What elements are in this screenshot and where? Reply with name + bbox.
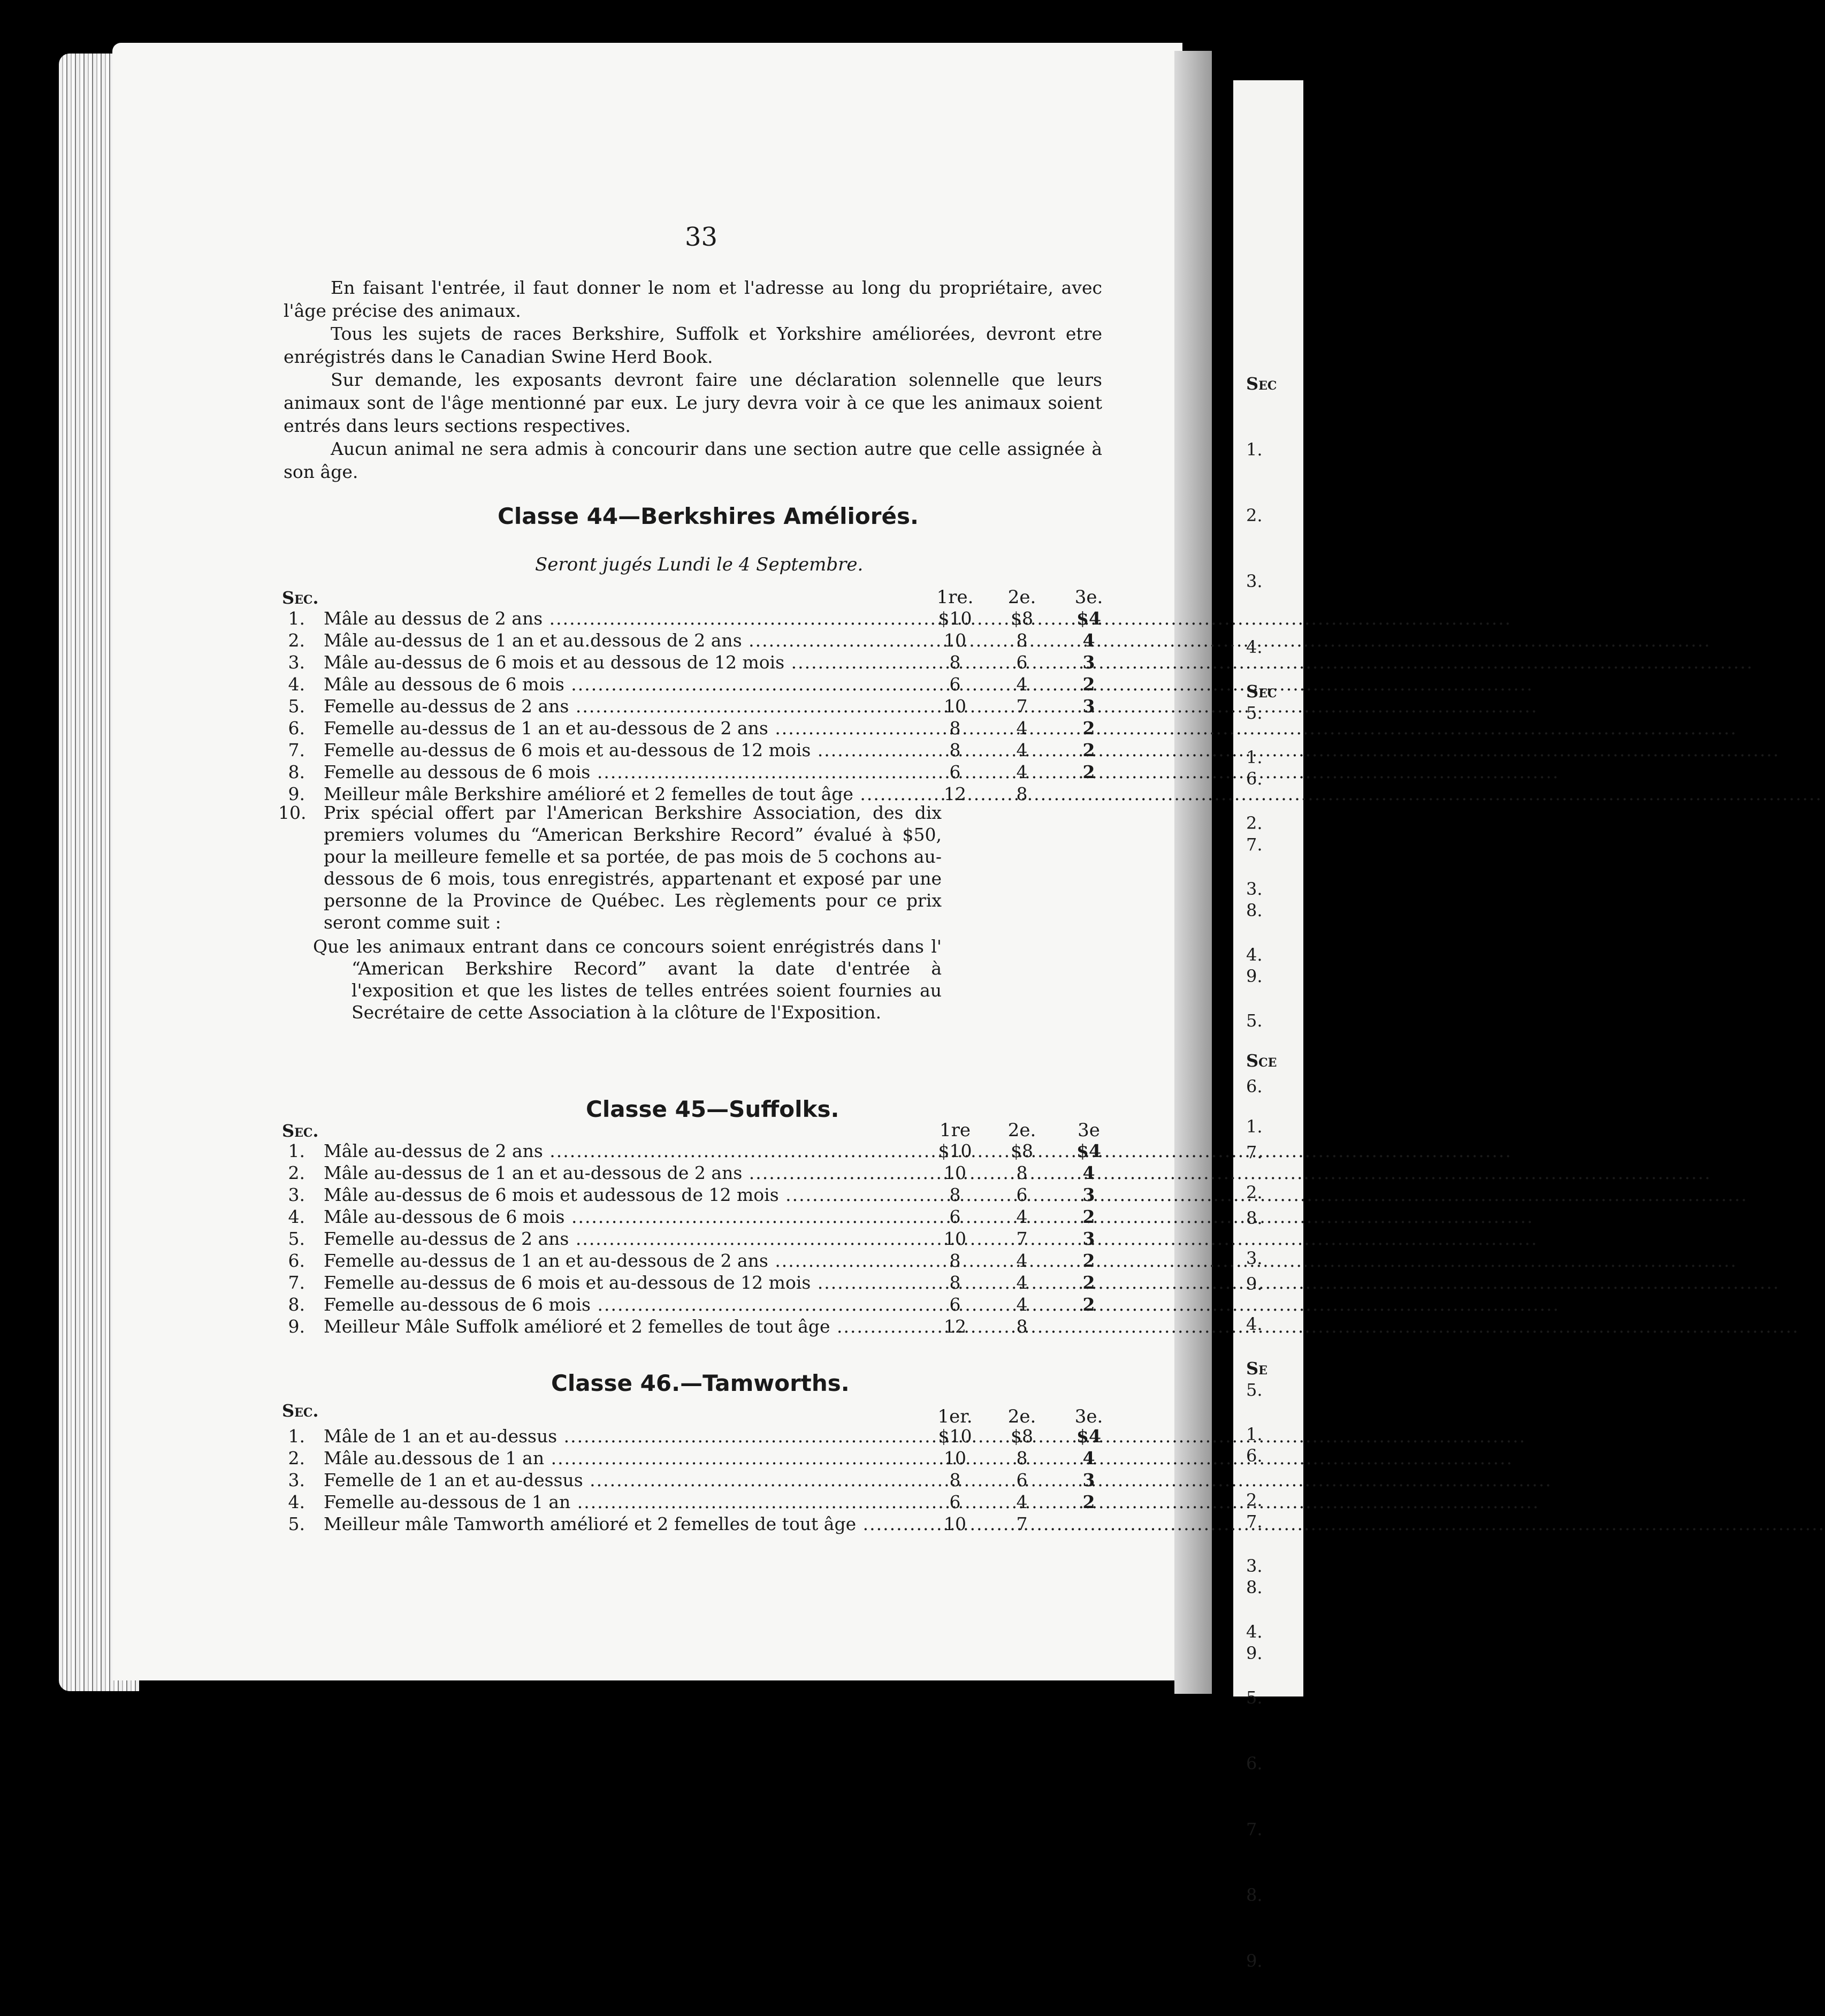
third-prize: 3 — [1082, 696, 1095, 717]
section-label: Femelle au dessous de 6 mois ..... — [324, 762, 952, 782]
section-number: 6. — [288, 1250, 305, 1271]
next-page-item: 9. — [1246, 1274, 1263, 1294]
third-prize: 2 — [1082, 674, 1095, 695]
next-page-item: 7. — [1246, 1142, 1263, 1162]
second-prize: 8 — [1016, 1162, 1028, 1183]
next-page-item: 6. — [1246, 1446, 1263, 1466]
second-prize: 7 — [1016, 1513, 1028, 1534]
second-prize: 4 — [1016, 718, 1028, 739]
next-page-item: 9. — [1246, 1643, 1263, 1663]
second-prize: 8 — [1016, 783, 1028, 804]
section-number: 9. — [288, 1316, 305, 1337]
special-prize-entry — [278, 802, 942, 1023]
next-page-item: 3. — [1246, 879, 1263, 899]
prize-row — [278, 630, 1113, 652]
third-prize: 2 — [1082, 1294, 1095, 1315]
section-label: Mâle au-dessus de 1 an et au-dessous de 2 ans ..... — [324, 1162, 952, 1183]
page-number: 33 — [685, 222, 718, 252]
third-prize: 3 — [1082, 1228, 1095, 1249]
prize-row — [278, 1250, 1113, 1272]
prize-row — [278, 608, 1113, 630]
next-page-item: 9. — [1246, 1951, 1263, 1971]
section-label: Femelle au-dessus de 1 an et au-dessous de 2 ans ..... — [324, 718, 952, 739]
prize-row — [278, 1513, 1113, 1535]
section-label: Femelle au-dessous de 1 an ..... — [324, 1492, 952, 1512]
next-page-item: 7. — [1246, 1511, 1263, 1532]
intro-paragraph: Tous les sujets de races Berkshire, Suffolk et Yorkshire améliorées, devront etre enrégistrés dans le Canadian Swine Herd Book. — [284, 323, 1102, 367]
section-label: Meilleur mâle Tamworth amélioré et 2 femelles de tout âge ..... — [324, 1513, 952, 1534]
second-prize: 8 — [1016, 1316, 1028, 1337]
next-page-item: 4. — [1246, 637, 1263, 657]
next-page-item: 2. — [1246, 505, 1263, 526]
section-number: 5. — [288, 696, 305, 717]
prize-row — [278, 762, 1113, 783]
third-prize: 3 — [1082, 1184, 1095, 1205]
second-prize: 6 — [1016, 652, 1028, 673]
next-page-item: 9. — [1246, 966, 1263, 986]
first-prize: 10 — [944, 1448, 966, 1469]
next-page-item: 8. — [1246, 900, 1263, 920]
next-page-item: 1. — [1246, 1424, 1263, 1444]
prize-row — [278, 696, 1113, 718]
second-prize: 7 — [1016, 1228, 1028, 1249]
class-44-title: Classe 44—Berkshires Améliorés. — [498, 503, 919, 529]
next-page-item: 8. — [1246, 1208, 1263, 1228]
first-prize: 12 — [944, 1316, 966, 1337]
section-number: 5. — [288, 1513, 305, 1534]
section-number: 1. — [288, 1426, 305, 1447]
third-prize: 2 — [1082, 1250, 1095, 1271]
section-number: 7. — [288, 1272, 305, 1293]
third-prize-header: 3e. — [1074, 587, 1103, 608]
next-page-item: 5. — [1246, 1010, 1263, 1031]
second-prize-header: 2e. — [1007, 1120, 1036, 1141]
section-number: 1. — [288, 608, 305, 629]
prize-row — [278, 1162, 1113, 1184]
third-prize-header: 3e — [1078, 1120, 1100, 1141]
second-prize-header: 2e. — [1007, 1406, 1036, 1427]
second-prize: 4 — [1016, 740, 1028, 760]
third-prize: 2 — [1082, 762, 1095, 782]
third-prize-header: 3e. — [1074, 1406, 1103, 1427]
first-prize: 10 — [944, 630, 966, 651]
section-label: Femelle au-dessus de 1 an et au-dessous de 2 ans ..... — [324, 1250, 952, 1271]
next-page-item: 6. — [1246, 1753, 1263, 1774]
next-page-item: 8. — [1246, 1577, 1263, 1597]
third-prize: 2 — [1082, 740, 1095, 760]
next-page-item: 7. — [1246, 834, 1263, 855]
prize-row — [278, 1184, 1113, 1206]
first-prize: 6 — [949, 1206, 961, 1227]
section-number: 1. — [288, 1140, 305, 1161]
next-page-item: 3. — [1246, 1248, 1263, 1268]
section-number: 3. — [288, 1184, 305, 1205]
next-page-item: 1. — [1246, 747, 1263, 767]
section-label: Mâle au-dessus de 2 ans ..... — [324, 1140, 952, 1161]
section-number: 4. — [288, 1492, 305, 1512]
next-page-sec-header: Sec — [1246, 681, 1277, 702]
intro-paragraph: Aucun animal ne sera admis à concourir dans une section autre que celle assignée à son âge. — [284, 438, 1102, 482]
section-number: 4. — [288, 674, 305, 695]
first-prize: 12 — [944, 783, 966, 804]
next-page-block-4 — [1246, 1314, 1268, 2016]
next-page-item: 2. — [1246, 1182, 1263, 1203]
next-page-item: 5. — [1246, 1380, 1263, 1400]
second-prize: $8 — [1011, 608, 1033, 629]
third-prize: $4 — [1076, 608, 1101, 629]
section-number: 7. — [288, 740, 305, 760]
first-prize: 10 — [944, 696, 966, 717]
first-prize: 6 — [949, 1294, 961, 1315]
prize-row — [278, 740, 1113, 762]
special-prize-condition: Que les animaux entrant dans ce concours soient enrégistrés dans l' “American Berkshire Record” avant la date d'entrée à l'exposition et que les listes de telles entrées soient fournies au Secrétaire de cette Association à la clôture de l'Exposition. — [313, 936, 942, 1023]
third-prize: 2 — [1082, 1492, 1095, 1512]
intro-paragraph: Sur demande, les exposants devront faire une déclaration solennelle que leurs animaux sont de l'âge mentionné par eux. Le jury devra voir à ce que les animaux soient entrés dans leurs sections respectives. — [284, 369, 1102, 436]
first-prize: 8 — [949, 1470, 961, 1490]
next-page-sec-header: Sec — [1246, 374, 1277, 394]
first-prize-header: 1re. — [936, 587, 974, 608]
next-page-item: 8. — [1246, 1885, 1263, 1905]
next-page-sec-header: Se — [1246, 1358, 1267, 1379]
second-prize-header: 2e. — [1007, 587, 1036, 608]
second-prize: 4 — [1016, 1492, 1028, 1512]
section-label: Mâle au-dessus de 6 mois et audessous de 12 mois ..... — [324, 1184, 952, 1205]
second-prize: 6 — [1016, 1184, 1028, 1205]
first-prize: 10 — [944, 1162, 966, 1183]
second-prize: $8 — [1011, 1140, 1033, 1161]
second-prize: 4 — [1016, 1272, 1028, 1293]
next-page-item: 1. — [1246, 439, 1263, 460]
first-prize: 10 — [944, 1513, 966, 1534]
section-label: Mâle au-dessus de 1 an et au.dessous de 2 ans ..... — [324, 630, 952, 651]
judging-date-note: Seront jugés Lundi le 4 Septembre. — [535, 554, 864, 575]
first-prize: $10 — [938, 1140, 972, 1161]
third-prize: 4 — [1082, 1448, 1095, 1469]
next-page-item: 7. — [1246, 1819, 1263, 1839]
section-header: Sec. — [282, 1401, 319, 1421]
third-prize: 4 — [1082, 1162, 1095, 1183]
prize-row — [278, 1316, 1113, 1338]
second-prize: 8 — [1016, 1448, 1028, 1469]
second-prize: 8 — [1016, 630, 1028, 651]
section-label: Mâle au dessous de 6 mois ..... — [324, 674, 952, 695]
section-label: Meilleur Mâle Suffolk amélioré et 2 femelles de tout âge ..... — [324, 1316, 952, 1337]
section-label: Femelle au-dessus de 6 mois et au-dessous de 12 mois ..... — [324, 1272, 952, 1293]
section-label: Femelle au-dessus de 2 ans ..... — [324, 696, 952, 717]
section-number: 3. — [288, 1470, 305, 1490]
section-label: Mâle au-dessous de 6 mois ..... — [324, 1206, 952, 1227]
section-number: 5. — [288, 1228, 305, 1249]
next-page-item: 1. — [1246, 1116, 1263, 1137]
intro-paragraph: En faisant l'entrée, il faut donner le nom et l'adresse au long du propriétaire, avec l'âge précise des animaux. — [284, 277, 1102, 321]
section-number: 4. — [288, 1206, 305, 1227]
prize-row — [278, 1492, 1113, 1513]
second-prize: 4 — [1016, 1206, 1028, 1227]
section-header: Sec. — [282, 1121, 319, 1141]
prize-row — [278, 1272, 1113, 1294]
next-page-item: 6. — [1246, 769, 1263, 789]
second-prize: $8 — [1011, 1426, 1033, 1447]
next-page-item: 3. — [1246, 1556, 1263, 1576]
section-number: 2. — [288, 1448, 305, 1469]
first-prize: $10 — [938, 1426, 972, 1447]
first-prize: 8 — [949, 1272, 961, 1293]
second-prize: 4 — [1016, 762, 1028, 782]
first-prize: 6 — [949, 674, 961, 695]
section-number: 9. — [288, 783, 305, 804]
third-prize: 2 — [1082, 1206, 1095, 1227]
prize-row — [278, 1140, 1113, 1162]
section-number: 8. — [288, 762, 305, 782]
first-prize: 6 — [949, 762, 961, 782]
prize-row — [278, 1448, 1113, 1470]
prize-row — [278, 718, 1113, 740]
second-prize: 4 — [1016, 1250, 1028, 1271]
next-page-sec-header: Sce — [1246, 1051, 1277, 1071]
first-prize: 8 — [949, 1184, 961, 1205]
prize-row — [278, 1206, 1113, 1228]
third-prize: $4 — [1076, 1426, 1101, 1447]
section-label: Mâle au-dessus de 6 mois et au dessous de 12 mois ..... — [324, 652, 952, 673]
special-prize-text: Prix spécial offert par l'American Berkshire Association, des dix premiers volumes du “American Berkshire Record” évalué à $50, pour la meilleure femelle et sa portée, de pas mois de 5 cochons au-dessous de 6 mois, tous enregistrés, appartenant et exposé par une personne de la Province de Québec. Les règlements pour ce prix seront comme suit : — [324, 802, 942, 933]
first-prize: $10 — [938, 608, 972, 629]
prize-row — [278, 1426, 1113, 1448]
next-page-item: 2. — [1246, 813, 1263, 833]
next-page-item: 6. — [1246, 1076, 1263, 1097]
first-prize: 8 — [949, 1250, 961, 1271]
third-prize: $4 — [1076, 1140, 1101, 1161]
first-prize-header: 1er. — [937, 1406, 973, 1427]
section-number: 6. — [288, 718, 305, 739]
third-prize: 3 — [1082, 1470, 1095, 1490]
third-prize: 2 — [1082, 1272, 1095, 1293]
first-prize: 10 — [944, 1228, 966, 1249]
prize-row — [278, 1470, 1113, 1492]
prize-row — [278, 1228, 1113, 1250]
second-prize: 7 — [1016, 696, 1028, 717]
second-prize: 4 — [1016, 1294, 1028, 1315]
section-number: 3. — [288, 652, 305, 673]
prize-row — [278, 652, 1113, 674]
section-label: Femelle de 1 an et au-dessus ..... — [324, 1470, 952, 1490]
next-page-item: 2. — [1246, 1490, 1263, 1510]
section-label: Mâle au dessus de 2 ans ..... — [324, 608, 952, 629]
section-number: 10. — [278, 802, 307, 823]
section-label: Femelle au-dessus de 2 ans ..... — [324, 1228, 952, 1249]
second-prize: 4 — [1016, 674, 1028, 695]
first-prize: 6 — [949, 1492, 961, 1512]
next-page-item: 3. — [1246, 571, 1263, 591]
second-prize: 6 — [1016, 1470, 1028, 1490]
first-prize: 8 — [949, 718, 961, 739]
next-page-item: 4. — [1246, 945, 1263, 965]
prize-row — [278, 674, 1113, 696]
first-prize: 8 — [949, 652, 961, 673]
section-header: Sec. — [282, 588, 319, 608]
class-46-title: Classe 46.—Tamworths. — [551, 1370, 850, 1396]
section-label: Femelle au-dessus de 6 mois et au-dessous de 12 mois ..... — [324, 740, 952, 760]
section-label: Mâle de 1 an et au-dessus ..... — [324, 1426, 952, 1447]
third-prize: 3 — [1082, 652, 1095, 673]
next-page-item: 4. — [1246, 1314, 1263, 1334]
intro-text — [284, 276, 1102, 483]
section-number: 8. — [288, 1294, 305, 1315]
prize-row — [278, 1294, 1113, 1316]
next-page-item: 5. — [1246, 703, 1263, 723]
next-page-item: 5. — [1246, 1687, 1263, 1708]
third-prize: 2 — [1082, 718, 1095, 739]
first-prize-header: 1re — [939, 1120, 971, 1141]
third-prize: 4 — [1082, 630, 1095, 651]
section-label: Meilleur mâle Berkshire amélioré et 2 femelles de tout âge ..... — [324, 783, 952, 804]
section-label: Femelle au-dessous de 6 mois ..... — [324, 1294, 952, 1315]
section-number: 2. — [288, 1162, 305, 1183]
next-page-item: 4. — [1246, 1622, 1263, 1642]
class-45-title: Classe 45—Suffolks. — [586, 1096, 839, 1122]
section-number: 2. — [288, 630, 305, 651]
section-label: Mâle au.dessous de 1 an ..... — [324, 1448, 952, 1469]
first-prize: 8 — [949, 740, 961, 760]
